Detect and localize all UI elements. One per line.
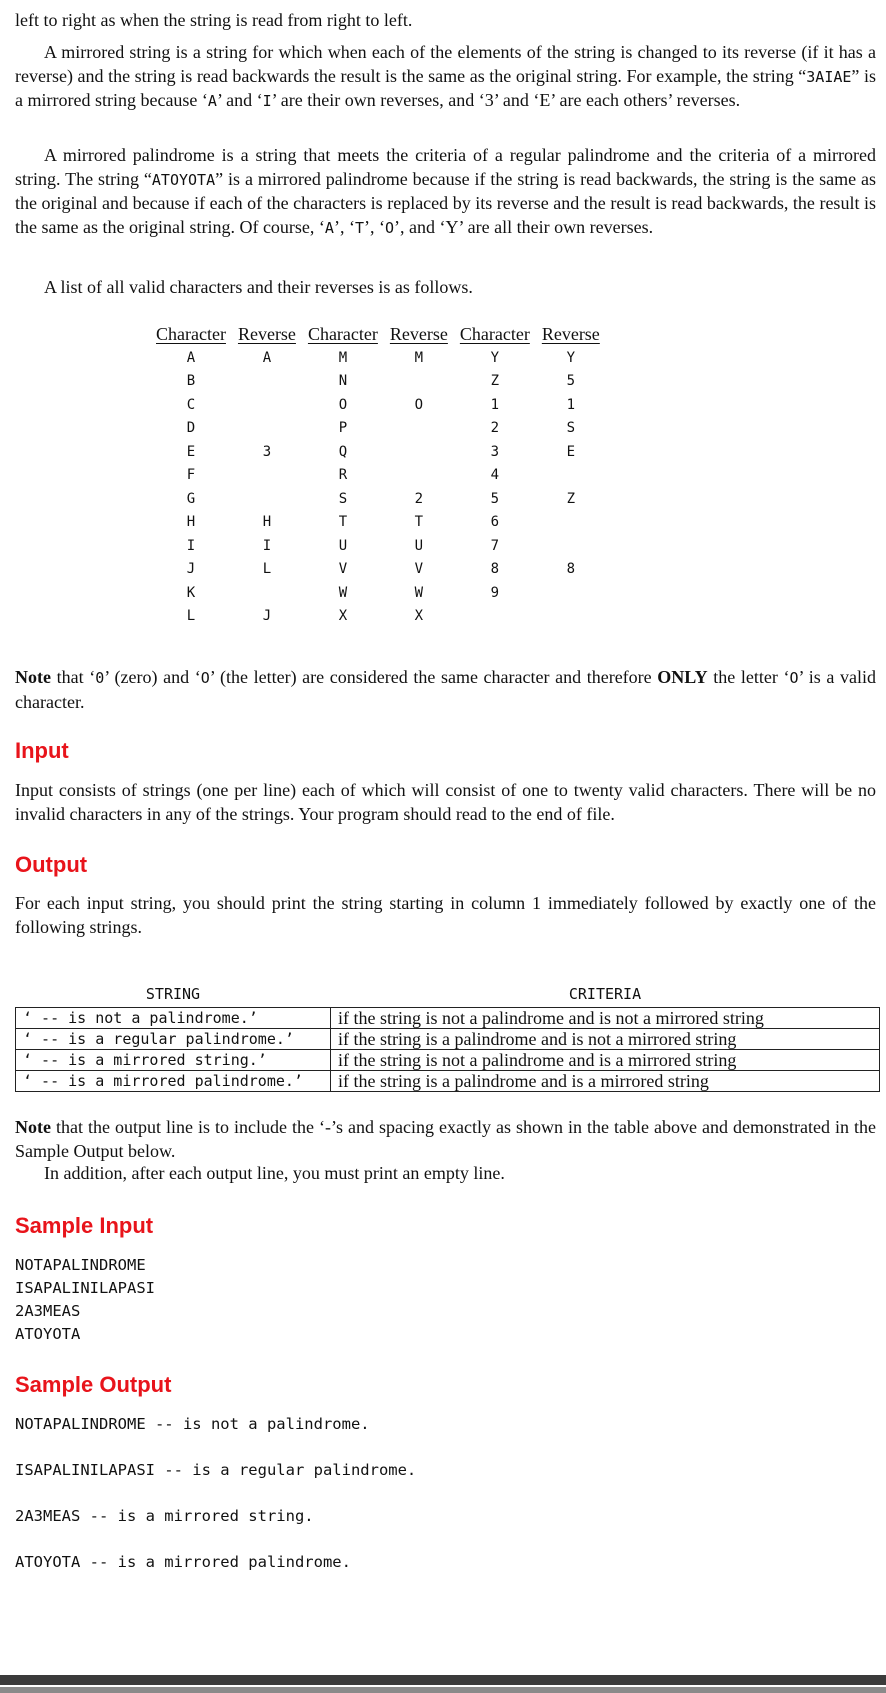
reverse-cell: E [566,443,576,460]
reverse-cell: 1 [566,396,576,413]
character-cell: E [186,443,196,460]
output-string-cell: ‘ -- is a mirrored string.’ [16,1049,331,1070]
table-row [16,1007,880,1028]
table-row [16,1049,880,1070]
table-row [150,558,606,582]
output-string-cell: ‘ -- is not a palindrome.’ [16,1007,331,1028]
character-cell: T [338,514,348,530]
table-body [16,1007,880,1091]
reverse-cell: Y [566,349,576,366]
character-cell: H [186,514,196,530]
header-cell: Reverse [237,324,296,344]
header-cell: Character [307,324,378,344]
sample-output-line: ISAPALINILAPASI -- is a regular palindrome. [15,1461,417,1479]
reverse-cell [384,417,454,441]
reverse-cell: T [414,514,424,530]
character-cell: 4 [490,467,500,483]
table-row [150,605,606,629]
character-cell: 6 [490,514,500,530]
table-row [150,370,606,394]
reverse-cell: J [262,608,272,624]
reverse-cell [536,605,606,629]
header-cell: CRITERIA [568,985,642,1003]
character-cell: R [338,467,348,483]
criteria-cell: if the string is a palindrome and is a mirrored string [331,1070,880,1091]
character-cell: B [186,373,196,389]
sample-output-line: 2A3MEAS -- is a mirrored string. [15,1507,314,1525]
character-cell: L [186,608,196,624]
intro-continuation: left to right as when the string is read from right to left. [15,10,413,30]
sample-input-line: ISAPALINILAPASI [15,1279,155,1297]
cut-off-line [15,0,876,4]
reverse-cell [232,417,302,441]
table-row [150,394,606,418]
character-cell: W [338,584,348,601]
table-row [150,582,606,606]
sample-output-line [15,1482,416,1505]
reverse-cell: U [414,537,424,554]
character-cell: O [338,396,348,413]
output-description: For each input string, you should print the string starting in column 1 immediately followed by exactly one of the following strings. [15,893,876,937]
character-cell: P [338,420,348,436]
cut-off-text [15,0,767,2]
sample-input-line: ATOYOTA [15,1325,81,1343]
character-cell: C [186,396,196,413]
output-heading: Output [15,852,88,877]
reverse-cell [536,464,606,488]
table-body [150,347,606,629]
mirrored-string-paragraph: A mirrored string is a string for which when each of the elements of the string is changed to its reverse (if it has a reverse) and the string is read backwards the result is the same as the original string. For example, the string “3AIAE” is a mirrored string because ‘A’ and ‘I’ are their own reverses, and ‘3’ and ‘E’ are each others’ reverses. [15,42,876,110]
character-cell: X [338,608,348,624]
character-cell [454,605,536,629]
sample-input-line: NOTAPALINDROME [15,1256,146,1274]
character-cell: 1 [490,396,500,413]
criteria-cell: if the string is a palindrome and is not a mirrored string [331,1028,880,1049]
sample-input-block [15,1254,155,1346]
reverse-cell: I [262,537,272,554]
header-cell: Character [459,324,530,344]
sample-output-heading: Sample Output [15,1372,172,1397]
character-cell: S [338,490,348,507]
reverse-cell: M [414,349,424,366]
character-cell: A [186,349,196,366]
reverse-cell [232,582,302,606]
character-cell: M [338,349,348,366]
header-cell: STRING [145,985,201,1003]
criteria-cell: if the string is not a palindrome and is not a mirrored string [331,1007,880,1028]
table-row [16,1070,880,1091]
character-cell: Y [490,349,500,366]
character-cell: G [186,490,196,507]
table-row [150,417,606,441]
note-format: Note that the output line is to include the ‘-’s and spacing exactly as shown in the table above and demonstrated in the Sample Output below. [15,1117,876,1161]
reverse-cell: S [566,420,576,436]
reverse-cell [232,394,302,418]
character-cell: 3 [490,443,500,460]
table-row [16,1028,880,1049]
character-cell: K [186,584,196,601]
reverse-cell [232,464,302,488]
mirrored-palindrome-paragraph: A mirrored palindrome is a string that meets the criteria of a regular palindrome and the criteria of a mirrored string. The string “ATOYOTA” is a mirrored palindrome because if the string is read backwards, the string is the same as the original and because if each of the characters is replaced by its reverse and the result is read backwards, the result is the same as the original string. Of course, ‘A’, ‘T’, ‘O’, and ‘Y’ are all their own reverses. [15,145,876,237]
table-row [150,347,606,371]
character-cell: 5 [490,490,500,507]
input-description: Input consists of strings (one per line) each of which will consist of one to twenty valid characters. There will be no invalid characters in any of the strings. Your program should read to the end of file. [15,780,876,824]
reverse-cell: 2 [414,490,424,507]
reverse-cell: 8 [566,561,576,577]
character-cell: N [338,373,348,389]
table-header-row [150,323,606,347]
sample-output-block [15,1413,416,1574]
character-cell: 8 [490,561,500,577]
reverse-cell [384,370,454,394]
character-cell: Q [338,443,348,460]
character-cell: U [338,537,348,554]
sample-input-heading: Sample Input [15,1213,154,1238]
reverse-cell [536,535,606,559]
table-row [150,441,606,465]
table-row [150,464,606,488]
character-cell: J [186,561,196,577]
reverse-cell [536,511,606,535]
table-row [150,535,606,559]
reverse-cell: Z [566,490,576,507]
character-cell: 7 [490,537,500,554]
list-intro: A list of all valid characters and their reverses is as follows. [44,277,473,297]
reverse-cell: O [414,396,424,413]
input-heading: Input [15,738,69,763]
character-cell: I [186,537,196,554]
note-zero-o: Note that ‘0’ (zero) and ‘O’ (the letter) are considered the same character and therefore ONLY the letter ‘O’ is a valid character. [15,667,876,712]
character-cell: F [186,467,196,483]
table-row [150,488,606,512]
sample-output-line [15,1528,416,1551]
sample-output-line: NOTAPALINDROME -- is not a palindrome. [15,1415,370,1433]
header-cell: Character [156,324,226,344]
footer-bar [0,1675,886,1685]
reverse-cell [536,582,606,606]
footer-bar-light [0,1687,886,1693]
note-empty-line: In addition, after each output line, you must print an empty line. [44,1163,505,1183]
reverse-cell: V [414,561,424,577]
character-cell: V [338,561,348,577]
sample-output-line: ATOYOTA -- is a mirrored palindrome. [15,1553,351,1571]
character-cell: 9 [490,584,500,601]
character-cell: 2 [490,420,500,436]
criteria-table [15,983,880,1092]
character-cell: Z [490,373,500,389]
reverse-cell: X [414,608,424,624]
reverse-cell: A [262,349,272,366]
reverse-cell [232,488,302,512]
table-header-row [16,983,880,1007]
reverse-cell: 3 [262,443,272,460]
sample-input-line: 2A3MEAS [15,1302,81,1320]
sample-output-line [15,1436,416,1459]
table-row [150,511,606,535]
reverse-cell [384,441,454,465]
reverse-cell: 5 [566,373,576,389]
header-cell: Reverse [389,324,448,344]
character-reverse-table [150,323,606,629]
reverse-cell [384,464,454,488]
reverse-cell [232,370,302,394]
reverse-cell: L [262,561,272,577]
header-cell: Reverse [541,324,600,344]
criteria-cell: if the string is not a palindrome and is a mirrored string [331,1049,880,1070]
reverse-cell: W [414,584,424,601]
output-string-cell: ‘ -- is a regular palindrome.’ [16,1028,331,1049]
character-cell: D [186,420,196,436]
reverse-cell: H [262,514,272,530]
output-string-cell: ‘ -- is a mirrored palindrome.’ [16,1070,331,1091]
